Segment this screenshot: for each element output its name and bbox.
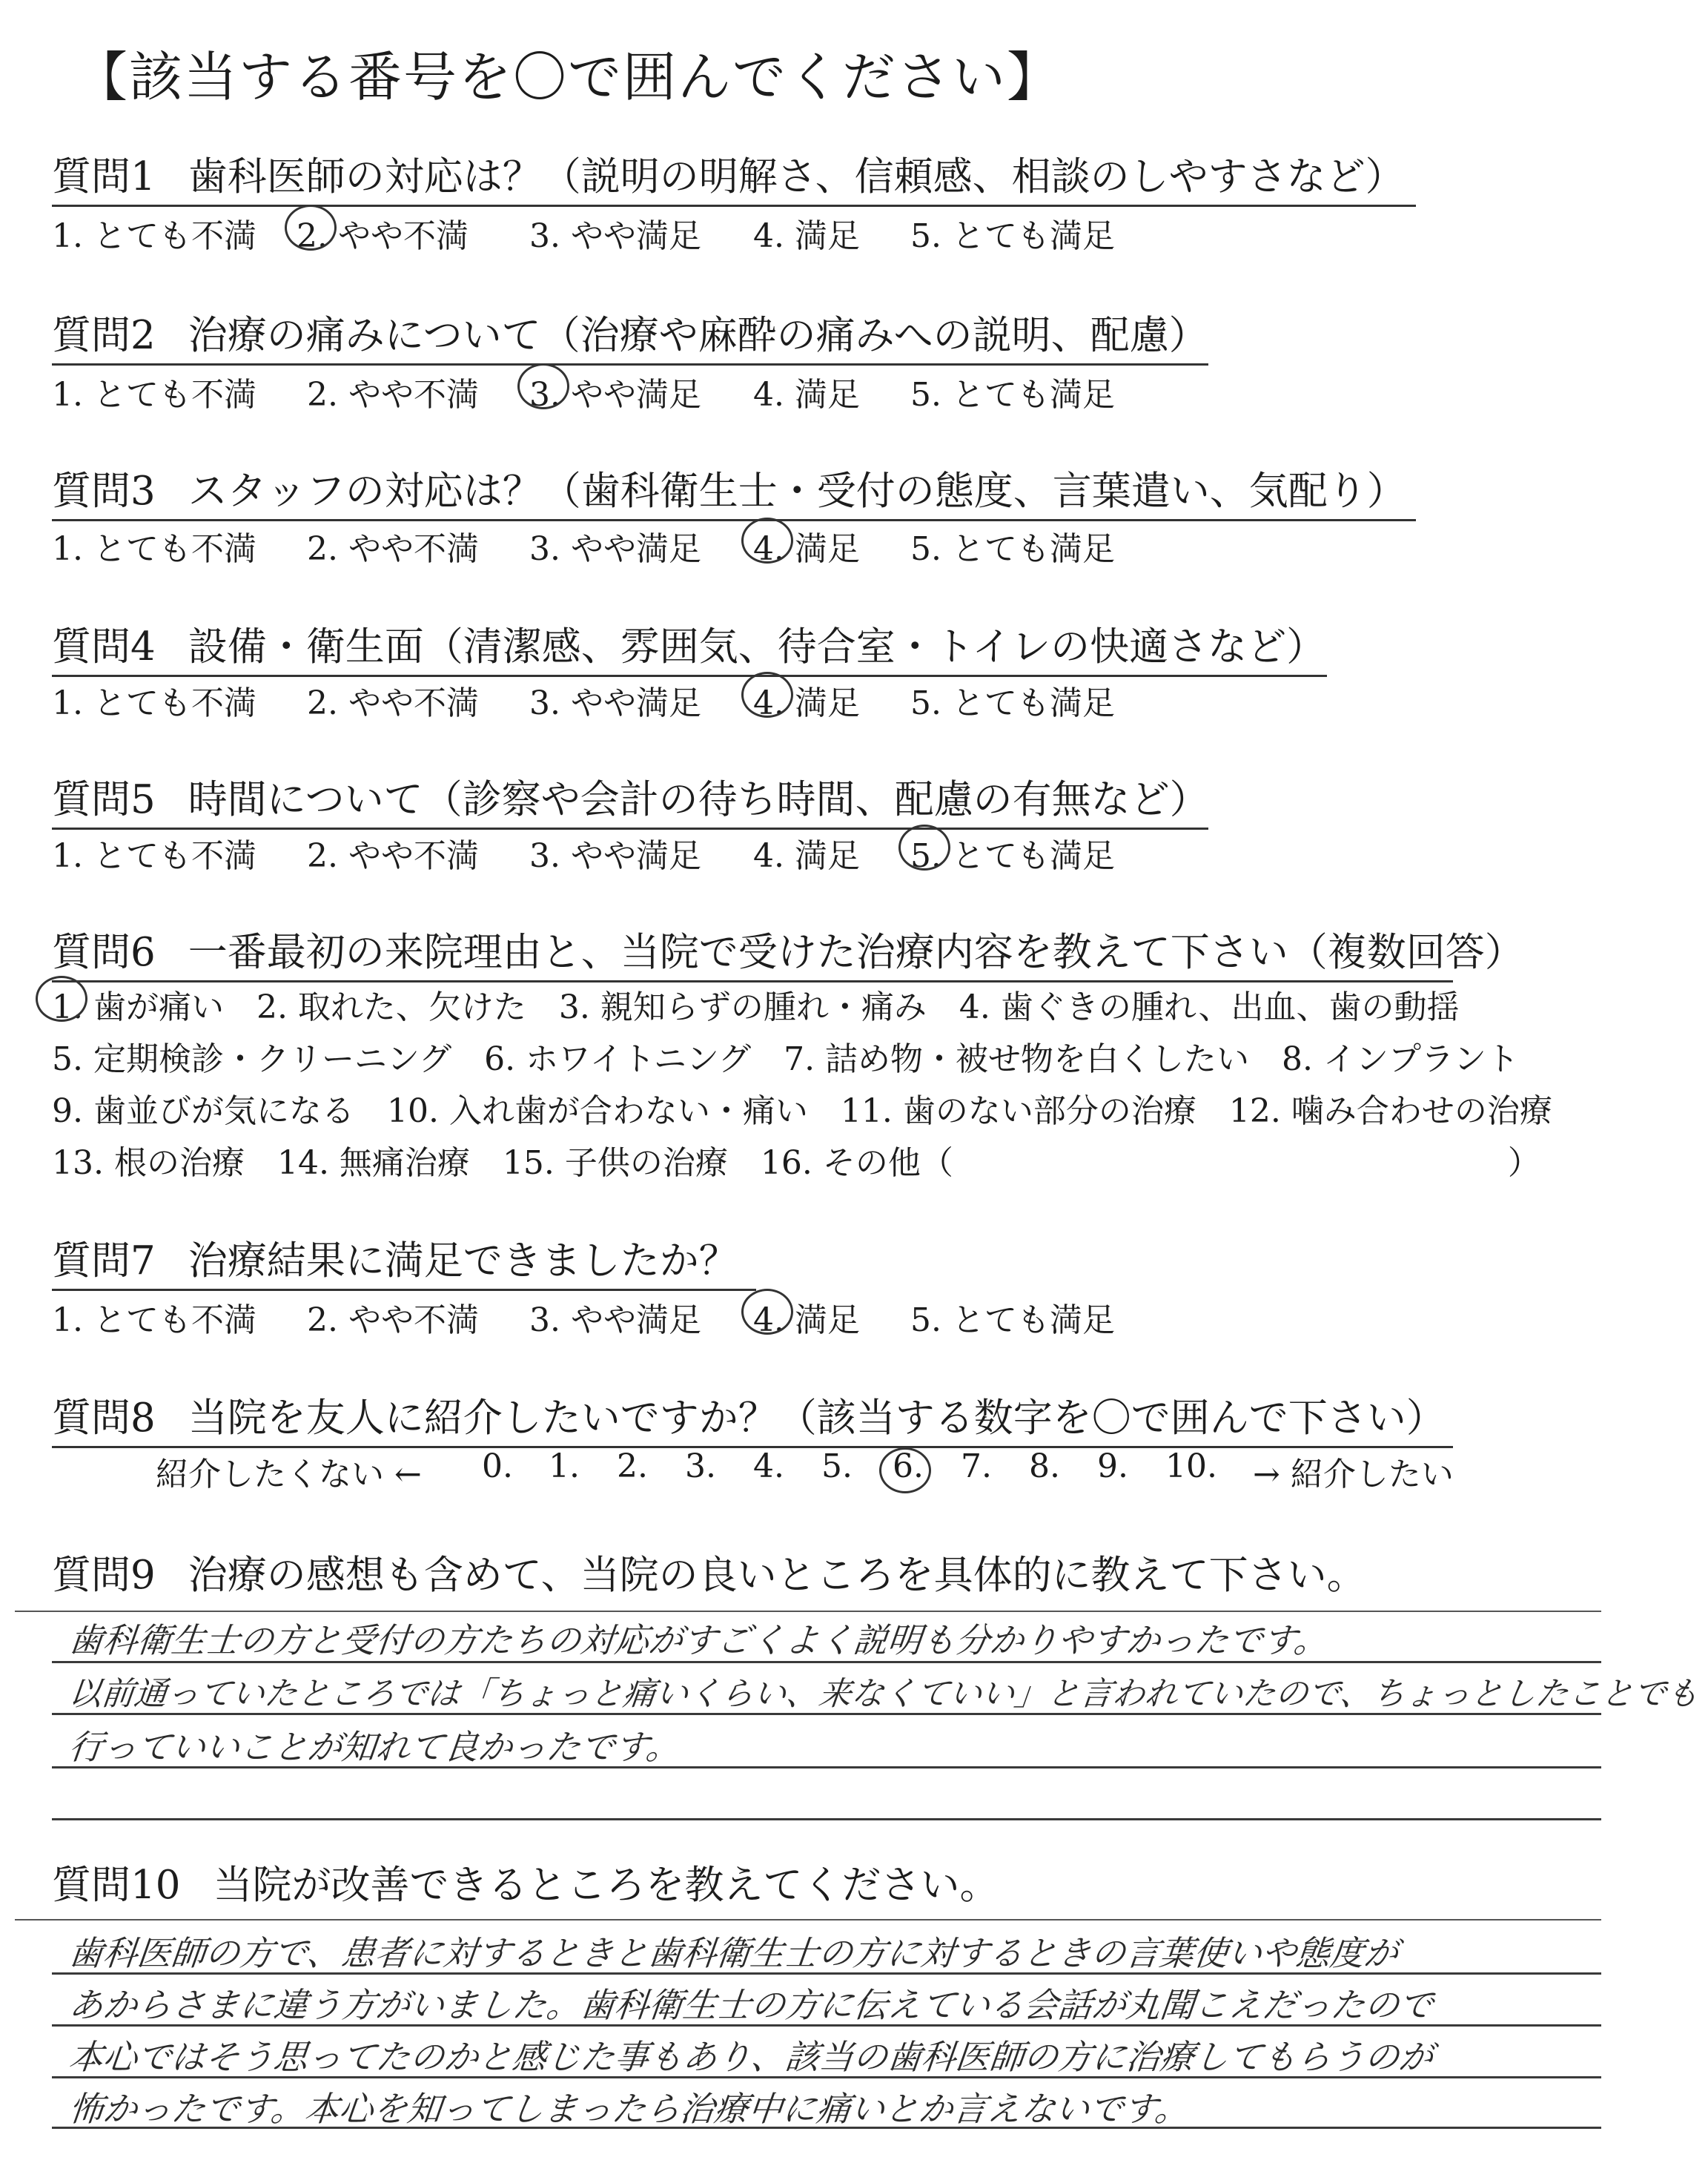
scale-value-7[interactable]: 7.	[961, 1447, 992, 1485]
option-2[interactable]: 2. やや不満	[307, 530, 479, 568]
option-5[interactable]: 5. とても満足	[910, 829, 1115, 876]
q10-answer-line-4[interactable]: 怖かったです。本心を知ってしまったら治療中に痛いとか言えないです。	[67, 2089, 1191, 2129]
option-1[interactable]: 1. とても不満	[52, 837, 256, 875]
question-4-number: 質問4	[52, 624, 156, 670]
scale-value-0[interactable]: 0.	[482, 1447, 513, 1485]
question-6-row-4[interactable]: 13. 根の治療 14. 無痛治療 15. 子供の治療 16. その他（ ）	[52, 1144, 1540, 1182]
option-2[interactable]: 2. やや不満	[307, 376, 479, 414]
option-1[interactable]: 1. とても不満	[52, 684, 256, 722]
selected-circle-mark	[285, 205, 337, 251]
question-6-heading	[52, 921, 1524, 982]
answer-line	[52, 1661, 1601, 1663]
question-6-row-3[interactable]: 9. 歯並びが気になる 10. 入れ歯が合わない・痛い 11. 歯のない部分の治療 12. 噛み合わせの治療	[52, 1092, 1552, 1130]
question-5-number: 質問5	[52, 777, 156, 822]
answer-line	[52, 2024, 1601, 2027]
q10-answer-line-3[interactable]: 本心ではそう思ってたのかと感じた事もあり、該当の歯科医師の方に治療してもらうのが	[67, 2037, 1435, 2077]
option-1[interactable]: 1. とても不満	[52, 1301, 256, 1339]
option-5[interactable]: 5. とても満足	[910, 1301, 1115, 1339]
selected-circle-mark	[741, 518, 793, 564]
question-5-text: 時間について（診察や会計の待ち時間、配慮の有無など）	[188, 777, 1209, 822]
question-5-heading	[52, 768, 1208, 830]
option-4[interactable]: 4. 満足	[753, 522, 860, 569]
question-6-number: 質問6	[52, 930, 156, 975]
question-3-text: スタッフの対応は？（歯科衛生士・受付の態度、言葉遣い、気配り）	[188, 469, 1406, 514]
question-9-text: 治療の感想も含めて、当院の良いところを具体的に教えて下さい。	[188, 1553, 1366, 1598]
scale-value-1[interactable]: 1.	[549, 1447, 580, 1485]
answer-line	[15, 1611, 1601, 1612]
option-1[interactable]: 1. とても不満	[52, 376, 256, 414]
selected-circle-mark	[741, 1289, 793, 1335]
question-10-number: 質問10	[52, 1863, 181, 1908]
selected-circle-mark	[517, 363, 569, 409]
answer-line	[52, 1766, 1601, 1768]
scale-value-3[interactable]: 3.	[685, 1447, 716, 1485]
question-10-text: 当院が改善できるところを教えてください。	[213, 1863, 999, 1908]
option-4[interactable]: 4. 満足	[753, 837, 860, 875]
q9-answer-line-1[interactable]: 歯科衛生士の方と受付の方たちの対応がすごくよく説明も分かりやすかったです。	[67, 1620, 1331, 1660]
option-3[interactable]: 3. やや満足	[529, 368, 701, 415]
answer-line	[15, 1919, 1601, 1920]
question-9-heading	[52, 1544, 1366, 1603]
option-5[interactable]: 5. とても満足	[910, 376, 1115, 414]
option-1[interactable]: 1. とても不満	[52, 217, 256, 255]
question-1-text: 歯科医師の対応は？（説明の明解さ、信頼感、相談のしやすさなど）	[188, 154, 1405, 199]
question-1-heading	[52, 145, 1416, 207]
option-4[interactable]: 4. 満足	[753, 1293, 860, 1341]
question-7-text: 治療結果に満足できましたか？	[188, 1238, 738, 1284]
option-5[interactable]: 5. とても満足	[910, 530, 1115, 568]
option-4[interactable]: 4. 満足	[753, 676, 860, 724]
option-5[interactable]: 5. とても満足	[910, 217, 1115, 255]
answer-line	[52, 1713, 1601, 1715]
survey-page: 【該当する番号を〇で囲んでください】 質問1 歯科医師の対応は？（説明の明解さ、信頼感、相談のしやすさなど） 1. とても不満 2. やや不満 3. やや満足 4. 満足 5. とても満足 質問2 治療の痛みについて（治療や麻酔の痛みへの説明、配慮） 1. とても不満 2. やや不満 3. やや満足 4. 満足 5. とても満足 質問3 スタッフの対応は？（歯科衛生士・受付の態度、言葉遣い、気配り） 1. とても不満 2. やや不満 3. やや満足 4. 満足 5. とても満足 質問4 設備・衛生面（清潔感、雰囲気、待合室・トイレの快適さなど） 1. とても不満 2. やや不満 3. やや満足 4. 満足 5. とても満足 質問5 時間について（診察や会計の待ち時間、配慮の有無など） 1. とても不満 2. やや不満 3. やや満足 4. 満足 5. とても満足 質問6 一番最初の来院理由と、当院で受けた治療内容を教えて下さい（複数回答） 1. 歯が痛い 2. 取れた、欠けた 3. 親知らずの腫れ・痛み 4. 歯ぐきの腫れ、出血、歯の動揺 5. 定期検診・クリーニング 6. ホワイトニング 7. 詰め物・被せ物を白くしたい 8. インプラント 9. 歯並びが気になる 10. 入れ歯が合わない・痛い 11. 歯のない部分の治療 12. 噛み合わせの治療 13. 根の治療 14. 無痛治療 15. 子供の治療 16. その他（ ） 質問7 治療結果に満足できましたか？ 1. とても不満 2. やや不満 3. やや満足 4. 満足 5. とても満足 質問8 当院を友人に紹介したいですか？（該当する数字を〇で囲んで下さい） 紹介したくない ← 0. 1. 2. 3. 4. 5. 6. 7. 8. 9. 10. → 紹介したい 質問9 治療の感想も含めて、当院の良いところを具体的に教えて下さい。 歯科衛生士の方と受付の方たちの対応がすごくよく説明も分かりやすかったです。 以前通っていたところでは「ちょっと痛いくらい、来なくていい」と言われていたので、ちょっとしたことでも 行っていいことが知れて良かったです。 質問10 当院が改善できるところを教えてください。 歯科医師の方で、患者に対するときと歯科衛生士の方に対するときの言葉使いや態度が あからさまに違う方がいました。歯科衛生士の方に伝えている会話が丸聞こえだったので 本心ではそう思ってたのかと感じた事もあり、該当の歯科医師の方に治療してもらうのが 怖かったです。本心を知ってしまったら治療中に痛いとか言えないです。	[0, 0, 1708, 2160]
question-8-heading	[52, 1387, 1453, 1448]
option-2[interactable]: 2. やや不満	[307, 837, 479, 875]
selected-circle-mark	[36, 976, 87, 1022]
question-3-number: 質問3	[52, 469, 156, 514]
option-4[interactable]: 4. 満足	[753, 376, 860, 414]
option-3[interactable]: 3. やや満足	[529, 1301, 701, 1339]
page-title: 【該当する番号を〇で囲んでください】	[74, 46, 1062, 108]
option-2[interactable]: 2. やや不満	[307, 684, 479, 722]
option-3[interactable]: 3. やや満足	[529, 684, 701, 722]
question-1-number: 質問1	[52, 154, 156, 199]
question-8-text: 当院を友人に紹介したいですか？（該当する数字を〇で囲んで下さい）	[188, 1396, 1446, 1441]
scale-value-2[interactable]: 2.	[617, 1447, 648, 1485]
option-3[interactable]: 3. やや満足	[529, 217, 701, 255]
question-6-text: 一番最初の来院理由と、当院で受けた治療内容を教えて下さい（複数回答）	[188, 930, 1524, 975]
question-7-number: 質問7	[52, 1238, 156, 1284]
option-5[interactable]: 5. とても満足	[910, 684, 1115, 722]
question-4-heading	[52, 615, 1327, 677]
option-3[interactable]: 3. やや満足	[529, 530, 701, 568]
option-2[interactable]: 2. やや不満	[297, 209, 469, 257]
q10-answer-line-2[interactable]: あからさまに違う方がいました。歯科衛生士の方に伝えている会話が丸聞こえだったので	[67, 1985, 1435, 2025]
selected-circle-mark	[741, 672, 793, 718]
scale-value-8[interactable]: 8.	[1029, 1447, 1060, 1485]
answer-line	[52, 1972, 1601, 1975]
question-2-text: 治療の痛みについて（治療や麻酔の痛みへの説明、配慮）	[188, 313, 1208, 358]
answer-line	[52, 1818, 1601, 1820]
selected-circle-mark	[898, 825, 950, 871]
question-9-number: 質問9	[52, 1553, 156, 1598]
answer-line	[52, 2127, 1601, 2129]
question-2-number: 質問2	[52, 313, 156, 358]
question-2-heading	[52, 304, 1208, 366]
question-8-number: 質問8	[52, 1396, 156, 1441]
question-4-text: 設備・衛生面（清潔感、雰囲気、待合室・トイレの快適さなど）	[188, 624, 1326, 670]
scale-value-10[interactable]: 10.	[1165, 1447, 1217, 1485]
option-2[interactable]: 2. やや不満	[307, 1301, 479, 1339]
option-4[interactable]: 4. 満足	[753, 217, 860, 255]
scale-right-label: → 紹介したい	[1253, 1456, 1454, 1493]
q9-answer-line-3[interactable]: 行っていいことが知れて良かったです。	[67, 1727, 683, 1767]
scale-left-label: 紹介したくない ←	[156, 1456, 422, 1493]
question-7-heading	[52, 1229, 756, 1291]
q9-answer-line-2[interactable]: 以前通っていたところでは「ちょっと痛いくらい、来なくていい」と言われていたので、ちょっとしたことでも	[67, 1675, 1701, 1713]
option-1[interactable]: 1. とても不満	[52, 530, 256, 568]
question-6-row-1[interactable]: 1. 歯が痛い 2. 取れた、欠けた 3. 親知らずの腫れ・痛み 4. 歯ぐきの腫れ、出血、歯の動揺	[52, 980, 1460, 1028]
question-6-row-2[interactable]: 5. 定期検診・クリーニング 6. ホワイトニング 7. 詰め物・被せ物を白くしたい 8. インプラント	[52, 1040, 1520, 1078]
question-3-heading	[52, 460, 1416, 521]
question-10-heading	[52, 1854, 999, 1913]
answer-line	[52, 2076, 1601, 2078]
scale-value-5[interactable]: 5.	[821, 1447, 853, 1485]
q10-answer-line-1[interactable]: 歯科医師の方で、患者に対するときと歯科衛生士の方に対するときの言葉使いや態度が	[67, 1933, 1401, 1973]
option-3[interactable]: 3. やや満足	[529, 837, 701, 875]
scale-value-4[interactable]: 4.	[753, 1447, 784, 1485]
scale-value-9[interactable]: 9.	[1097, 1447, 1128, 1485]
